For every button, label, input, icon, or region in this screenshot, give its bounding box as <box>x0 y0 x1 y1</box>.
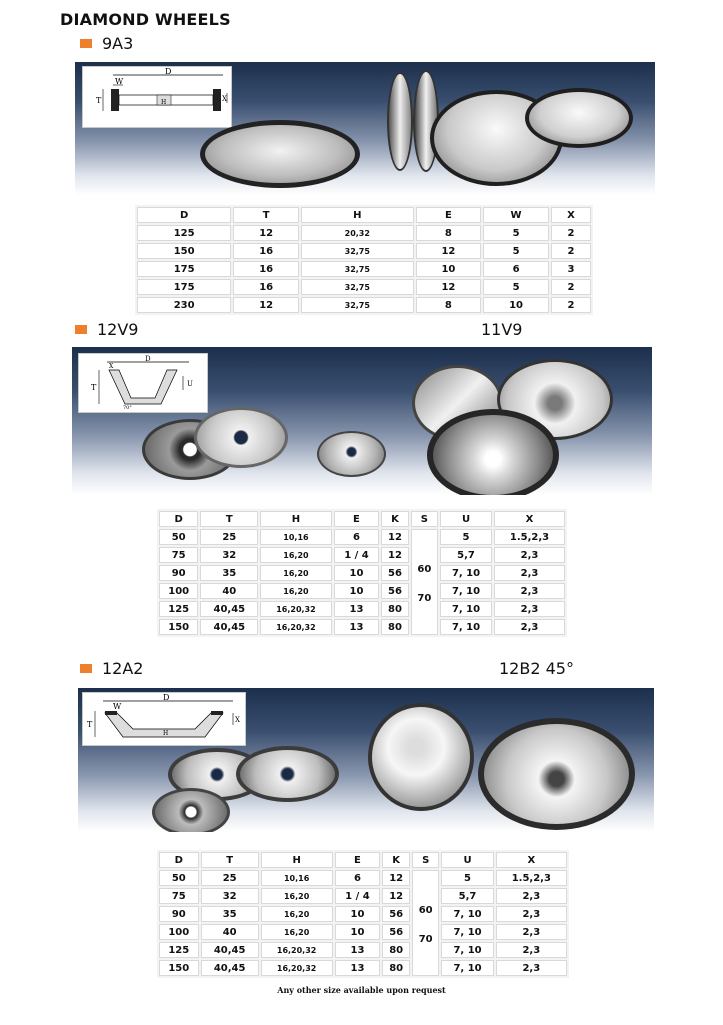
table-row: 125 40,45 16,20,32 13 80 7, 10 2,3 <box>159 601 565 617</box>
wheel-12v9-light <box>194 407 288 468</box>
table-row: 150 40,45 16,20,32 13 80 7, 10 2,3 <box>159 960 567 976</box>
table-header-row: D T H E K S U X <box>159 511 565 527</box>
wheel-9a3-large <box>200 120 360 188</box>
dim-label-w: W <box>113 702 122 711</box>
wheel-9a3-right <box>525 88 633 148</box>
dim-label-angle: 70° <box>123 405 132 411</box>
footer-note: Any other size available upon request <box>277 985 446 995</box>
table-row: 125 12 20,32 8 5 2 <box>137 225 591 241</box>
table-row: 230 12 32,75 8 10 2 <box>137 297 591 313</box>
wheel-12a2-right <box>236 746 339 802</box>
dim-label-d: D <box>145 355 151 363</box>
dim-label-x: X <box>235 716 240 724</box>
page-title: DIAMOND WHEELS <box>60 10 231 29</box>
table-row: 125 40,45 16,20,32 13 80 7, 10 2,3 <box>159 942 567 958</box>
table-row: 175 16 32,75 12 5 2 <box>137 279 591 295</box>
dim-label-w: W <box>115 77 124 86</box>
table-row: 90 35 16,20 10 56 7, 10 2,3 <box>159 565 565 581</box>
table-row: 175 16 32,75 10 6 3 <box>137 261 591 277</box>
wheel-12b2-cone <box>368 703 474 811</box>
section-label-9a3: 9A3 <box>80 34 133 53</box>
dim-label-x: X <box>109 363 114 370</box>
s-column: 60 70 <box>412 870 440 976</box>
dimension-diagram-12a2 <box>82 692 246 746</box>
spec-table-12a2 <box>157 850 569 978</box>
dim-label-d: D <box>163 693 170 702</box>
orange-bullet-icon <box>80 39 92 48</box>
spec-table-9a3 <box>135 205 593 315</box>
orange-bullet-icon <box>75 325 87 334</box>
dim-label-h: H <box>163 730 169 737</box>
dim-label-u: U <box>187 380 193 388</box>
section-label-12b2: 12B2 45° <box>499 659 574 678</box>
table-header-row: D T H E W X <box>137 207 591 223</box>
table-row: 75 32 16,20 1 / 4 12 5,7 2,3 <box>159 888 567 904</box>
spec-table-12v9 <box>157 509 567 637</box>
dimension-diagram-12v9 <box>78 353 208 413</box>
product-photo-12v9 <box>72 347 652 495</box>
table-row: 150 40,45 16,20,32 13 80 7, 10 2,3 <box>159 619 565 635</box>
orange-bullet-icon <box>80 664 92 673</box>
section-label-12a2: 12A2 <box>80 659 143 678</box>
table-row: 90 35 16,20 10 56 7, 10 2,3 <box>159 906 567 922</box>
table-row: 50 25 10,16 6 12 60 70 5 1.5,2,3 <box>159 529 565 545</box>
wheel-11v9-front <box>427 409 559 495</box>
dim-label-t: T <box>87 720 93 729</box>
product-photo-9a3 <box>75 62 655 195</box>
wheel-12v9-small <box>317 431 386 477</box>
table-row: 50 25 10,16 6 12 60 70 5 1.5,2,3 <box>159 870 567 886</box>
table-row: 100 40 16,20 10 56 7, 10 2,3 <box>159 583 565 599</box>
wheel-12b2-cup <box>478 718 635 830</box>
s-column: 60 70 <box>411 529 438 635</box>
product-photo-12a2 <box>78 688 654 832</box>
table-row: 150 16 32,75 12 5 2 <box>137 243 591 259</box>
section-label-12v9: 12V9 <box>75 320 138 339</box>
wheel-9a3-edge-1 <box>387 72 413 171</box>
dim-label-t: T <box>96 96 102 105</box>
dim-label-x: X <box>222 95 227 103</box>
section-label-11v9: 11V9 <box>481 320 523 339</box>
dim-label-t: T <box>91 383 97 392</box>
table-row: 75 32 16,20 1 / 4 12 5,7 2,3 <box>159 547 565 563</box>
table-header-row: D T H E K S U X <box>159 852 567 868</box>
dim-label-d: D <box>165 67 172 76</box>
dimension-diagram-9a3 <box>82 66 232 128</box>
table-row: 100 40 16,20 10 56 7, 10 2,3 <box>159 924 567 940</box>
dim-label-h: H <box>161 99 167 106</box>
wheel-12a2-small <box>152 788 230 832</box>
